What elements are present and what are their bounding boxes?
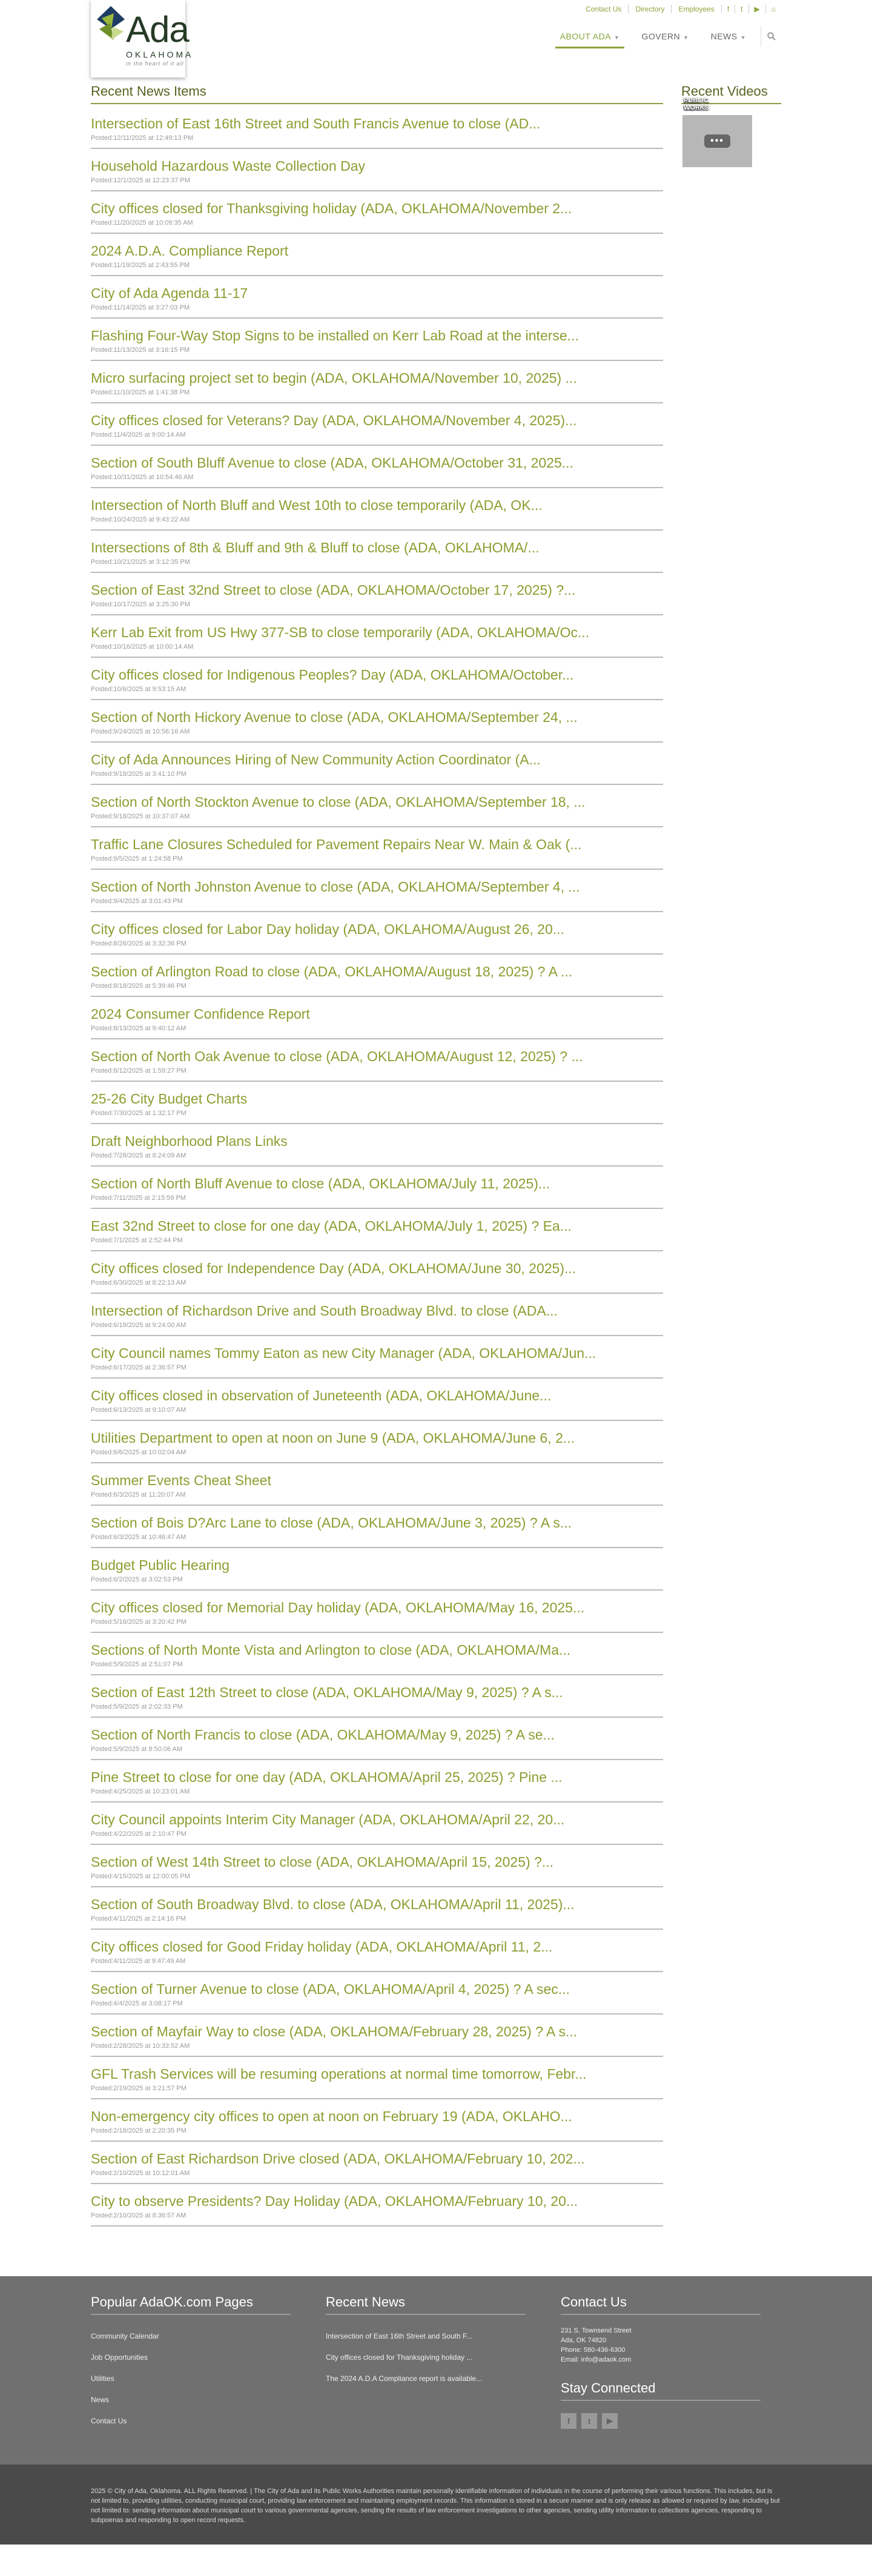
news-item (91, 285, 663, 319)
news-item-date: Posted:2/19/2025 at 3:21:57 PM (91, 2085, 187, 2092)
news-item-date: Posted:6/2/2025 at 3:02:53 PM (91, 1576, 183, 1583)
legal-text: 2025 © City of Ada, Oklahoma. ALL Rights Reserved. | The City of Ada and its Public Works Authorities maintain personally identifiable information of individuals in the course of performing their various functions. This includes, but is not limited to, providing utilities, conducting municipal court, providing law enforcement and maintaining employment records. This information is stored in a secure manner and is only release as allowed or required by law, including but not limited to: sending information about municipal court to various governmental agencies, sending the results of law enforcement investigations to other agencies, sending utility information to collections agencies, responding to subpoenas and responding to open record requests. (91, 2488, 780, 2524)
news-item (91, 2193, 663, 2227)
news-item (91, 242, 663, 276)
news-item-title[interactable]: City Council names Tommy Eaton as new City Manager (ADA, OKLAHOMA/Jun... (91, 1345, 596, 1361)
news-item (91, 2065, 663, 2099)
news-item-date: Posted:6/19/2025 at 9:24:00 AM (91, 1322, 187, 1329)
news-heading: Recent News Items (91, 84, 663, 104)
legal-bar (0, 2465, 872, 2545)
site-logo[interactable] (91, 0, 194, 78)
news-item-date: Posted:12/1/2025 at 12:23:37 PM (91, 177, 190, 184)
news-item-date: Posted:4/11/2025 at 2:14:16 PM (91, 1915, 186, 1922)
news-item-title[interactable]: Intersections of 8th & Bluff and 9th & Bluff to close (ADA, OKLAHOMA/... (91, 540, 540, 555)
footer-recent-heading: Recent News (326, 2294, 526, 2315)
news-item-date: Posted:10/24/2025 at 9:43:22 AM (91, 516, 190, 523)
footer-contact (561, 2294, 761, 2432)
news-item (91, 1005, 663, 1039)
news-item (91, 412, 663, 446)
news-item (91, 793, 663, 827)
news-item-date: Posted:10/6/2025 at 9:53:15 AM (91, 686, 187, 693)
news-item-title[interactable]: Section of Turner Avenue to close (ADA, OKLAHOMA/April 4, 2025) ? A sec... (91, 1981, 570, 1997)
news-item-title[interactable]: Section of South Bluff Avenue to close (ADA, OKLAHOMA/October 31, 2025... (91, 455, 573, 471)
news-item (91, 1514, 663, 1548)
news-item-title[interactable]: Draft Neighborhood Plans Links (91, 1133, 288, 1149)
youtube-icon[interactable]: ▶ (749, 5, 766, 13)
utility-bar (579, 5, 781, 13)
news-item-title[interactable]: Traffic Lane Closures Scheduled for Pavement Repairs Near W. Main & Oak (... (91, 836, 582, 852)
news-item-date: Posted:11/19/2025 at 2:43:55 PM (91, 262, 190, 269)
news-item-title[interactable]: Kerr Lab Exit from US Hwy 377-SB to close temporarily (ADA, OKLAHOMA/Oc... (91, 624, 590, 640)
nav-news-label: NEWS (710, 31, 738, 41)
logo-mark-icon (96, 5, 126, 42)
nav-news[interactable] (700, 24, 757, 48)
youtube-icon[interactable]: ▶ (602, 2413, 618, 2429)
news-item (91, 1472, 663, 1506)
news-item (91, 581, 663, 615)
social-links (561, 2413, 761, 2429)
news-item-title[interactable]: Utilities Department to open at noon on June 9 (ADA, OKLAHOMA/June 6, 2... (91, 1430, 575, 1446)
news-item (91, 1641, 663, 1675)
videos-heading: Recent Videos (681, 84, 781, 104)
news-item (91, 369, 663, 403)
news-item (91, 1557, 663, 1591)
utility-link-directory[interactable]: Directory (629, 5, 672, 13)
facebook-icon[interactable]: f (722, 5, 735, 13)
stay-connected-heading: Stay Connected (561, 2380, 761, 2401)
news-item (91, 1345, 663, 1379)
news-item-title[interactable]: Household Hazardous Waste Collection Day (91, 158, 365, 174)
nav-about-ada-label: ABOUT ADA (560, 31, 612, 41)
news-item-title[interactable]: City offices closed for Veterans? Day (ADA, OKLAHOMA/November 4, 2025)... (91, 412, 577, 428)
news-item (91, 115, 663, 149)
news-item-date: Posted:9/24/2025 at 10:56:16 AM (91, 728, 190, 735)
news-item-date: Posted:7/11/2025 at 2:15:59 PM (91, 1194, 186, 1202)
footer-recent-link[interactable]: Intersection of East 16th Street and South F... (326, 2332, 473, 2340)
news-item-date: Posted:8/12/2025 at 1:59:27 PM (91, 1067, 187, 1074)
news-item-title[interactable]: City offices closed for Independence Day (ADA, OKLAHOMA/June 30, 2025)... (91, 1260, 576, 1276)
news-item-date: Posted:6/17/2025 at 2:36:57 PM (91, 1364, 187, 1371)
nav-about-ada[interactable] (549, 24, 631, 48)
news-item-date: Posted:5/16/2025 at 3:20:42 PM (91, 1618, 187, 1626)
news-item-date: Posted:7/30/2025 at 1:32:17 PM (91, 1110, 187, 1117)
news-item (91, 327, 663, 361)
news-item-date: Posted:10/21/2025 at 3:12:35 PM (91, 558, 190, 566)
news-item (91, 1133, 663, 1167)
recent-videos (681, 84, 781, 2235)
news-item (91, 921, 663, 955)
news-item-date: Posted:6/13/2025 at 9:10:07 AM (91, 1406, 187, 1414)
news-item-date: Posted:9/4/2025 at 3:01:43 PM (91, 898, 183, 905)
news-item (91, 200, 663, 234)
news-item (91, 497, 663, 531)
contact-address: 231 S. Townsend Street (561, 2327, 632, 2334)
footer-recent-link[interactable]: City offices closed for Thanksgiving holiday ... (326, 2353, 473, 2362)
logo-name: Ada (126, 9, 189, 50)
news-item-title[interactable]: Section of North Hickory Avenue to close (ADA, OKLAHOMA/September 24, ... (91, 709, 578, 725)
news-item-date: Posted:12/11/2025 at 12:49:13 PM (91, 134, 194, 142)
news-item-title[interactable]: City offices closed for Indigenous Peoples? Day (ADA, OKLAHOMA/October... (91, 667, 574, 683)
footer-recent-link[interactable]: The 2024 A.D.A Compliance report is available... (326, 2374, 483, 2383)
news-item-date: Posted:9/5/2025 at 1:24:58 PM (91, 855, 183, 863)
news-item-title[interactable]: City Council appoints Interim City Manager (ADA, OKLAHOMA/April 22, 20... (91, 1812, 565, 1827)
news-item-date: Posted:2/10/2025 at 10:12:01 AM (91, 2170, 190, 2177)
news-item-title[interactable]: Section of North Bluff Avenue to close (ADA, OKLAHOMA/July 11, 2025)... (91, 1176, 550, 1191)
news-item-date: Posted:6/3/2025 at 10:46:47 AM (91, 1534, 187, 1541)
news-item (91, 1811, 663, 1845)
news-item-title[interactable]: Budget Public Hearing (91, 1557, 230, 1573)
footer-popular-pages (91, 2294, 291, 2432)
news-item-date: Posted:4/15/2025 at 12:00:05 PM (91, 1873, 190, 1880)
nav-govern[interactable] (630, 24, 699, 48)
news-item (91, 1599, 663, 1633)
news-item-title[interactable]: City offices closed for Thanksgiving holiday (ADA, OKLAHOMA/November 2... (91, 200, 572, 216)
news-item-date: Posted:5/9/2025 at 2:02:33 PM (91, 1703, 183, 1710)
news-item (91, 454, 663, 488)
news-item (91, 709, 663, 743)
twitter-icon[interactable]: t (735, 5, 748, 13)
news-item-title[interactable]: Summer Events Cheat Sheet (91, 1472, 271, 1488)
news-item (91, 1387, 663, 1421)
news-item-title[interactable]: City offices closed for Good Friday holiday (ADA, OKLAHOMA/April 11, 2... (91, 1939, 553, 1955)
news-item (91, 751, 663, 785)
news-item-date: Posted:11/4/2025 at 9:00:14 AM (91, 431, 186, 439)
search-button[interactable] (761, 26, 781, 47)
news-item-title[interactable]: Section of East 12th Street to close (ADA, OKLAHOMA/May 9, 2025) ? A s... (91, 1684, 563, 1700)
utility-link-employees[interactable]: Employees (672, 5, 721, 13)
twitter-icon[interactable]: t (581, 2413, 597, 2429)
news-item (91, 666, 663, 700)
news-item-date: Posted:11/20/2025 at 10:09:35 AM (91, 219, 193, 227)
news-item-date: Posted:6/30/2025 at 8:22:13 AM (91, 1279, 187, 1286)
news-item-title[interactable]: Sections of North Monte Vista and Arlington to close (ADA, OKLAHOMA/Ma... (91, 1642, 571, 1658)
news-item (91, 1048, 663, 1082)
news-item-date: Posted:5/9/2025 at 8:50:06 AM (91, 1746, 183, 1753)
news-item (91, 1981, 663, 2015)
news-item (91, 2108, 663, 2142)
news-item-date: Posted:11/10/2025 at 1:41:38 PM (91, 389, 190, 396)
news-item-title[interactable]: City offices closed for Memorial Day holiday (ADA, OKLAHOMA/May 16, 2025... (91, 1600, 585, 1615)
news-item-title[interactable]: Section of East Richardson Drive closed (ADA, OKLAHOMA/February 10, 202... (91, 2151, 585, 2167)
news-item-title[interactable]: Pine Street to close for one day (ADA, OKLAHOMA/April 25, 2025) ? Pine ... (91, 1769, 563, 1785)
news-item-title[interactable]: Section of South Broadway Blvd. to close (ADA, OKLAHOMA/April 11, 2025)... (91, 1896, 575, 1912)
news-item-date: Posted:4/4/2025 at 3:08:17 PM (91, 2000, 183, 2007)
news-item-date: Posted:4/22/2025 at 2:10:47 PM (91, 1830, 187, 1838)
news-item-date: Posted:2/10/2025 at 8:36:57 AM (91, 2212, 187, 2219)
footer-link-jobs[interactable]: Job Opportunities (91, 2353, 148, 2362)
news-item-date: Posted:10/16/2025 at 10:00:14 AM (91, 643, 194, 651)
news-item-title[interactable]: 2024 A.D.A. Compliance Report (91, 243, 289, 259)
news-item-date: Posted:6/3/2025 at 11:20:07 AM (91, 1491, 186, 1498)
news-item-date: Posted:10/17/2025 at 3:25:30 PM (91, 601, 190, 608)
news-item (91, 1769, 663, 1803)
news-item-title[interactable]: City of Ada Agenda 11-17 (91, 285, 248, 301)
news-item-title[interactable]: East 32nd Street to close for one day (ADA, OKLAHOMA/July 1, 2025) ? Ea... (91, 1218, 572, 1234)
news-item (91, 624, 663, 658)
news-item (91, 1260, 663, 1294)
news-item-title[interactable]: Section of North Oak Avenue to close (ADA, OKLAHOMA/August 12, 2025) ? ... (91, 1048, 583, 1064)
search-icon (767, 32, 776, 41)
news-item-date: Posted:8/26/2025 at 3:32:36 PM (91, 940, 187, 947)
news-item-title[interactable]: Intersection of East 16th Street and South Francis Avenue to close (AD... (91, 116, 541, 131)
news-item-title[interactable]: Intersection of North Bluff and West 10th to close temporarily (ADA, OK... (91, 497, 543, 513)
news-item-title[interactable]: 25-26 City Budget Charts (91, 1091, 248, 1107)
news-item-date: Posted:2/28/2025 at 10:33:52 AM (91, 2042, 190, 2050)
contact-phone: Phone: 580-436-6300 (561, 2346, 626, 2354)
news-item (91, 963, 663, 997)
news-item (91, 157, 663, 191)
chevron-down-icon: ▼ (740, 35, 746, 41)
news-item-title[interactable]: Section of North Johnston Avenue to close (ADA, OKLAHOMA/September 4, ... (91, 879, 580, 895)
news-item (91, 1429, 663, 1463)
news-item-title[interactable]: GFL Trash Services will be resuming operations at normal time tomorrow, Febr... (91, 2066, 587, 2082)
footer-popular-heading: Popular AdaOK.com Pages (91, 2294, 291, 2315)
news-item (91, 836, 663, 870)
news-item (91, 1217, 663, 1251)
news-item-title[interactable]: 2024 Consumer Confidence Report (91, 1006, 310, 1022)
news-item-date: Posted:5/9/2025 at 2:51:07 PM (91, 1661, 183, 1668)
news-item-title[interactable]: Flashing Four-Way Stop Signs to be installed on Kerr Lab Road at the interse... (91, 328, 579, 343)
news-item (91, 1175, 663, 1209)
footer-link-calendar[interactable]: Community Calendar (91, 2332, 159, 2340)
news-item (91, 878, 663, 912)
footer-link-utilities[interactable]: Utilities (91, 2374, 114, 2383)
nav-govern-label: GOVERN (641, 31, 681, 41)
news-item (91, 1726, 663, 1760)
news-item-title[interactable]: Section of East 32nd Street to close (ADA, OKLAHOMA/October 17, 2025) ?... (91, 582, 576, 598)
news-item-title[interactable]: Section of Mayfair Way to close (ADA, OKLAHOMA/February 28, 2025) ? A s... (91, 2024, 578, 2039)
news-item (91, 539, 663, 573)
news-item-title[interactable]: City to observe Presidents? Day Holiday (ADA, OKLAHOMA/February 10, 20... (91, 2193, 578, 2209)
news-item-date: Posted:10/31/2025 at 10:54:46 AM (91, 474, 194, 481)
chevron-down-icon: ▼ (614, 35, 620, 41)
site-footer (0, 2276, 872, 2465)
news-items (91, 115, 663, 2227)
news-item (91, 1302, 663, 1336)
news-item (91, 1853, 663, 1887)
news-item-date: Posted:8/18/2025 at 5:39:46 PM (91, 982, 187, 990)
footer-link-news[interactable]: News (91, 2396, 110, 2404)
contact-city: Ada, OK 74820 (561, 2337, 607, 2344)
news-item-title[interactable]: Section of Bois D?Arc Lane to close (ADA, OKLAHOMA/June 3, 2025) ? A s... (91, 1515, 572, 1531)
stay-connected (561, 2380, 761, 2429)
news-item-title[interactable]: Non-emergency city offices to open at noon on February 19 (ADA, OKLAHO... (91, 2108, 572, 2124)
chevron-down-icon: ▼ (683, 35, 689, 41)
news-item-date: Posted:2/18/2025 at 2:20:35 PM (91, 2127, 187, 2134)
news-item-date: Posted:11/13/2025 at 3:16:15 PM (91, 346, 190, 354)
footer-link-contact[interactable]: Contact Us (91, 2417, 127, 2425)
news-item-title[interactable]: Section of West 14th Street to close (ADA, OKLAHOMA/April 15, 2025) ?... (91, 1854, 554, 1870)
news-item-date: Posted:9/18/2025 at 3:41:10 PM (91, 770, 187, 778)
news-item (91, 2023, 663, 2057)
news-item-date: Posted:4/11/2025 at 9:47:49 AM (91, 1958, 186, 1965)
main-nav (549, 24, 781, 48)
news-item (91, 2150, 663, 2184)
news-item-date: Posted:7/1/2025 at 2:52:44 PM (91, 1237, 183, 1244)
news-item (91, 1938, 663, 1972)
main-content (91, 71, 781, 2235)
home-icon[interactable]: ⌂ (771, 5, 776, 13)
news-item-title[interactable]: Section of Arlington Road to close (ADA, OKLAHOMA/August 18, 2025) ? A ... (91, 964, 573, 979)
site-header (0, 0, 872, 71)
news-item-date: Posted:4/25/2025 at 10:23:01 AM (91, 1788, 190, 1795)
news-list (91, 84, 663, 2235)
news-item (91, 1684, 663, 1718)
news-item-title[interactable]: City of Ada Announces Hiring of New Community Action Coordinator (A... (91, 752, 541, 767)
news-item-title[interactable]: Micro surfacing project set to begin (ADA, OKLAHOMA/November 10, 2025) ... (91, 370, 577, 386)
news-item-title[interactable]: Intersection of Richardson Drive and South Broadway Blvd. to close (ADA... (91, 1303, 558, 1319)
news-item-title[interactable]: City offices closed in observation of Juneteenth (ADA, OKLAHOMA/June... (91, 1388, 552, 1403)
footer-contact-heading: Contact Us (561, 2294, 761, 2315)
news-item-title[interactable]: Section of North Stockton Avenue to close (ADA, OKLAHOMA/September 18, ... (91, 794, 586, 810)
logo-tagline: in the heart of it all (126, 61, 184, 67)
utility-link-contact[interactable]: Contact Us (579, 5, 629, 13)
news-item-title[interactable]: City offices closed for Labor Day holiday (ADA, OKLAHOMA/August 26, 20... (91, 921, 564, 937)
news-item-title[interactable]: Section of North Francis to close (ADA, OKLAHOMA/May 9, 2025) ? A se... (91, 1727, 555, 1743)
news-item-date: Posted:7/28/2025 at 8:24:09 AM (91, 1152, 187, 1159)
news-item (91, 1896, 663, 1930)
news-item-date: Posted:8/13/2025 at 9:40:12 AM (91, 1025, 187, 1032)
facebook-icon[interactable]: f (561, 2413, 576, 2429)
news-item-date: Posted:6/6/2025 at 10:02:04 AM (91, 1449, 187, 1456)
news-item-date: Posted:11/14/2025 at 3:27:03 PM (91, 304, 190, 311)
news-item (91, 1090, 663, 1124)
news-item-date: Posted:9/18/2025 at 10:37:07 AM (91, 813, 190, 820)
footer-recent-news (326, 2294, 526, 2432)
contact-email[interactable]: Email: info@adaok.com (561, 2356, 632, 2363)
logo-subtitle: OKLAHOMA (126, 50, 194, 59)
